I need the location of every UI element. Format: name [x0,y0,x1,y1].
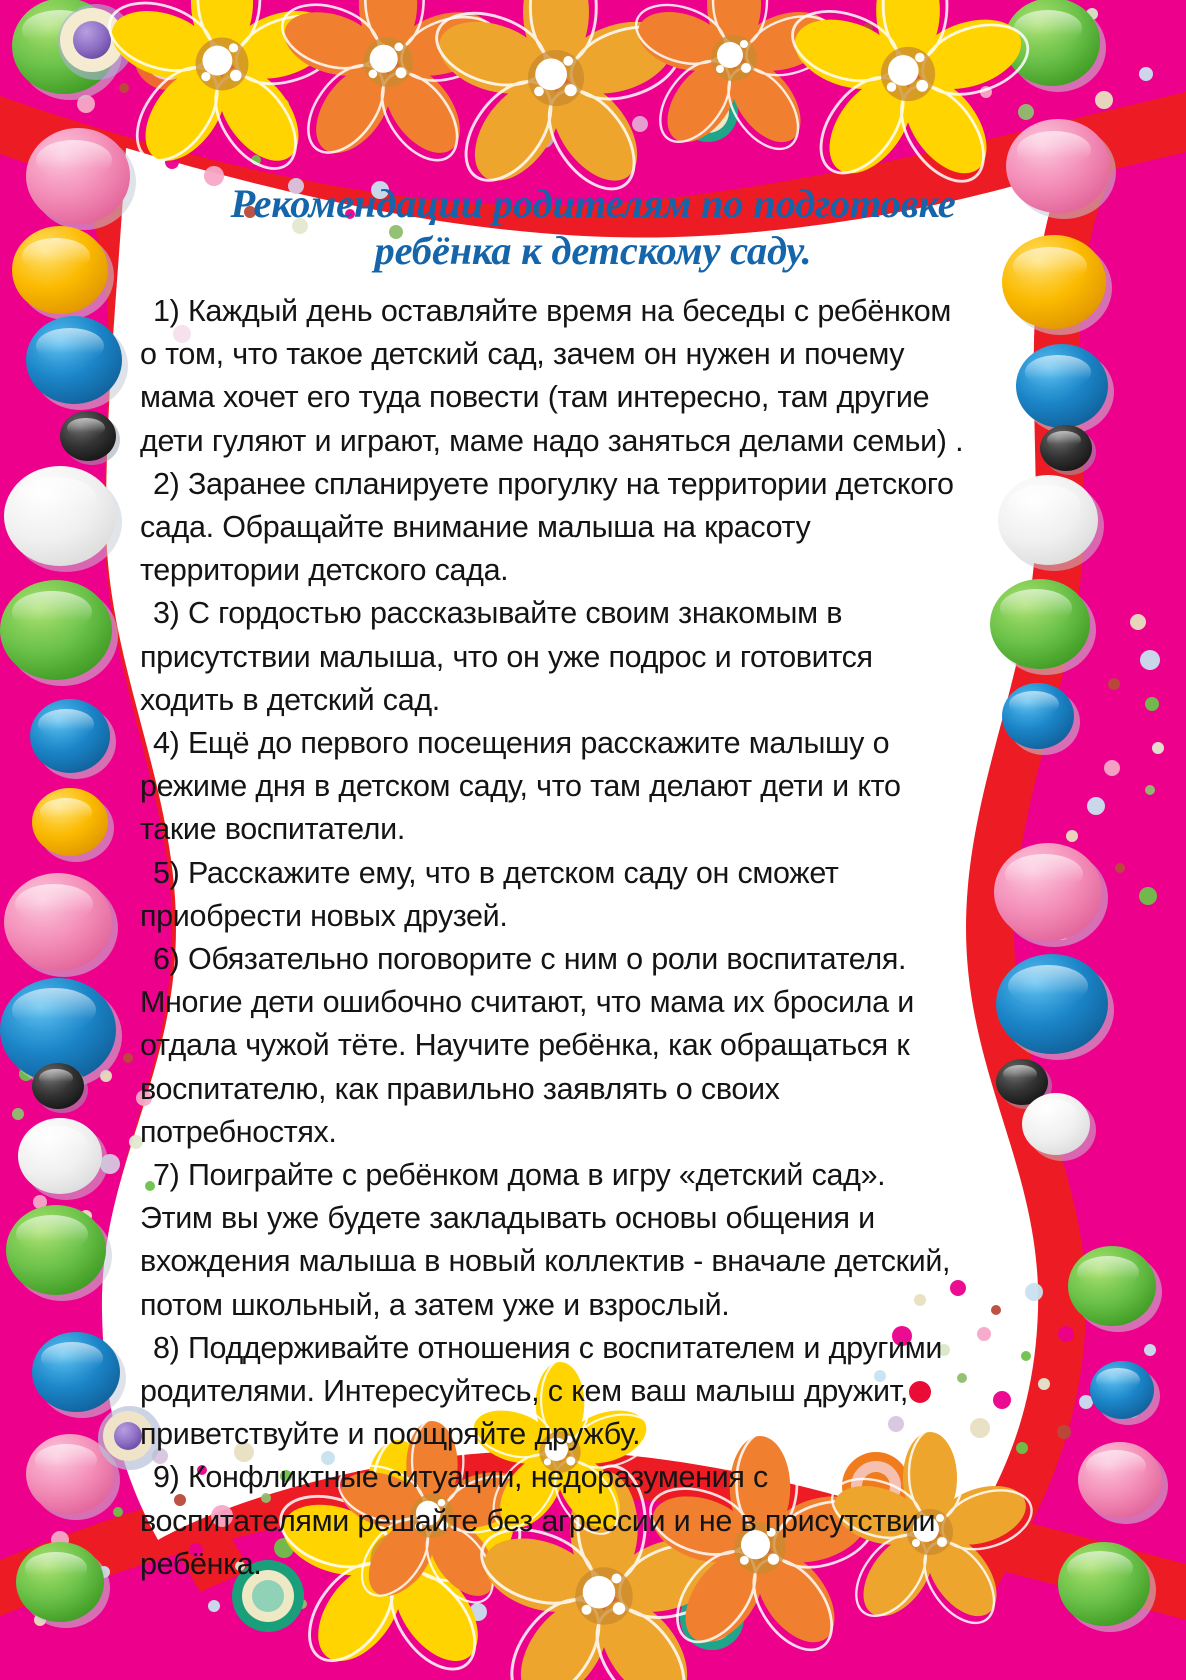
list-item: 3) С гордостью рассказывайте своим знакомым в присутствии малыша, что он уже подрос и готовится ходить в детский сад. [140,596,873,717]
content-card [118,128,1068,1581]
list-item: 6) Обязательно поговорите с ним о роли воспитателя. Многие дети ошибочно считают, что мама их бросила и отдала чужой тёте. Научите ребёнка, как обращаться к воспитателю, как правильно заявлять о своих потребностях. [140,942,914,1149]
recommendation-list [140,290,966,1586]
list-item: 1) Каждый день оставляйте время на беседы с ребёнком о том, что такое детский сад, зачем он нужен и почему мама хочет его туда повести (там интересно, там другие дети гуляют и играют, маме надо заняться делами семьи) . [140,294,964,458]
list-item: 9) Конфликтные ситуации, недоразумения с воспитателями решайте без агрессии и не в присутствии ребёнка. [140,1460,936,1581]
page-title-line-1: Рекомендации родителям по подготовке [230,181,956,226]
list-item: 4) Ещё до первого посещения расскажите малышу о режиме дня в детском саду, что там делают дети и кто такие воспитатели. [140,726,901,847]
list-item: 2) Заранее спланируете прогулку на территории детского сада. Обращайте внимание малыша на красоту территории детского сада. [140,466,954,588]
page-title [158,180,1028,274]
list-item: 7) Поиграйте с ребёнком дома в игру «детский сад». Этим вы уже будете закладывать основы общения и вхождения малыша в новый коллектив - вначале детский, потом школьный, а затем уже и взрослый. [140,1158,951,1322]
page-title-line-2: ребёнка к детскому саду. [374,228,812,273]
list-item: 8) Поддерживайте отношения с воспитателем и другими родителями. Интересуйтесь, с кем ваш малыш дружит, приветствуйте и поощряйте дружбу. [140,1330,943,1452]
list-item: 5) Расскажите ему, что в детском саду он сможет приобрести новых друзей. [140,855,839,933]
